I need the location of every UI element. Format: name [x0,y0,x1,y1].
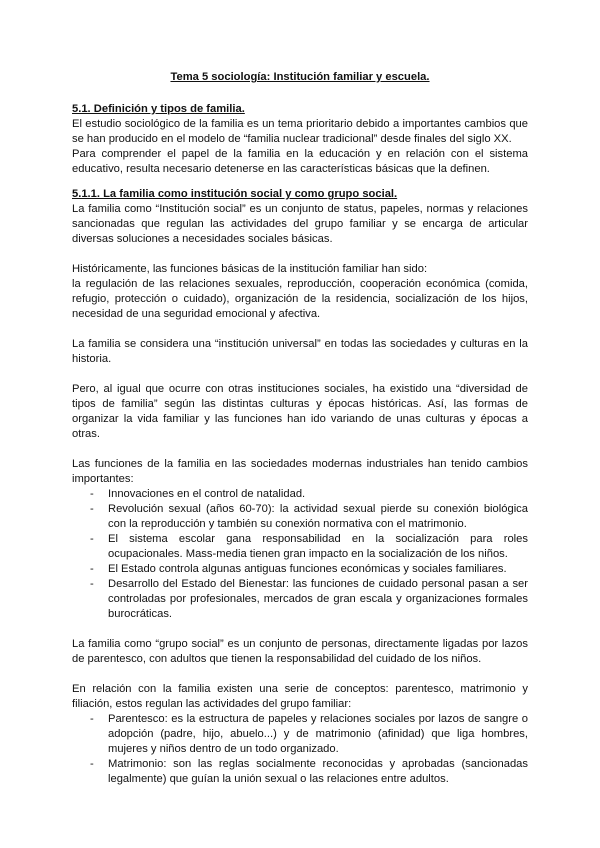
list-dash: - [90,578,94,590]
list-dash: - [90,488,94,500]
list-item [72,712,528,757]
list-item-text: Matrimonio: son las reglas socialmente reconocidas y aprobadas (sancionadas legalmente) que guían la unión sexual o las relaciones entre adultos. [108,758,528,785]
list-item [72,757,528,787]
list-item [72,562,528,577]
paragraph-conceptos-intro: En relación con la familia existen una serie de conceptos: parentesco, matrimonio y filiación, estos regulan las actividades del grupo familiar: [72,683,528,710]
list-item-text: Desarrollo del Estado del Bienestar: las funciones de cuidado personal pasan a ser controladas por profesionales, mercados de gran escala y organizaciones formales burocráticas. [108,578,528,620]
section-heading-5-1: 5.1. Definición y tipos de familia. [72,103,245,115]
list-item-text: El sistema escolar gana responsabilidad en la socialización para roles ocupacionales. Mass-media tienen gran impacto en la socialización de los niños. [108,533,528,560]
paragraph: El estudio sociológico de la familia es un tema prioritario debido a importantes cambios que se han producido en el modelo de “familia nuclear tradicional” desde finales del siglo XX. [72,118,528,145]
paragraph-historicamente: Históricamente, las funciones básicas de la institución familiar han sido: [72,263,428,275]
list-dash: - [90,758,94,770]
list-item-text: El Estado controla algunas antiguas funciones económicas y sociales familiares. [108,563,507,575]
page-title: Tema 5 sociología: Institución familiar y escuela. [170,71,430,83]
list-dash: - [90,563,94,575]
paragraph-grupo-social: La familia como “grupo social” es un conjunto de personas, directamente ligadas por lazos de parentesco, con adultos que tienen la responsabilidad del cuidado de los niños. [72,638,528,665]
paragraph-institucion-universal: La familia se considera una “institución universal” en todas las sociedades y culturas en la historia. [72,338,528,365]
list-item [72,577,528,622]
list-item-text: Innovaciones en el control de natalidad. [108,488,306,500]
document-body [72,70,528,787]
cambios-list [72,487,528,622]
list-item-text: Parentesco: es la estructura de papeles y relaciones sociales por lazos de sangre o adopción (padre, hijo, abuelo...) y de matrimonio (afinidad) que liga hombres, mujeres y niños dentro de un todo organizado. [108,713,528,755]
list-item [72,532,528,562]
list-dash: - [90,533,94,545]
paragraph-institucion-social: La familia como “Institución social” es un conjunto de status, papeles, normas y relaciones sancionadas que regulan las actividades del grupo familiar y se encarga de articular diversas soluciones a necesidades sociales básicas. [72,203,528,245]
section-heading-5-1-1: 5.1.1. La familia como institución social y como grupo social. [72,188,398,200]
list-dash: - [90,503,94,515]
paragraph-cambios-intro: Las funciones de la familia en las sociedades modernas industriales han tenido cambios importantes: [72,458,528,485]
paragraph-diversidad: Pero, al igual que ocurre con otras instituciones sociales, ha existido una “diversidad de tipos de familia” según las distintas culturas y épocas históricas. Así, las formas de organizar la vida familiar y las funciones han ido variando de unas culturas y épocas a otras. [72,383,528,440]
list-item-text: Revolución sexual (años 60-70): la actividad sexual pierde su conexión biológica con la reproducción y también su conexión normativa con el matrimonio. [108,503,528,530]
paragraph: Para comprender el papel de la familia en la educación y en relación con el sistema educativo, resulta necesario detenerse en las características básicas que la definen. [72,148,528,175]
list-dash: - [90,713,94,725]
list-item [72,487,528,502]
conceptos-list [72,712,528,787]
paragraph-funciones-basicas: la regulación de las relaciones sexuales, reproducción, cooperación económica (comida, refugio, protección o cuidado), organización de la residencia, socialización de los hijos, necesidad de una seguridad emocional y afectiva. [72,278,528,320]
list-item [72,502,528,532]
